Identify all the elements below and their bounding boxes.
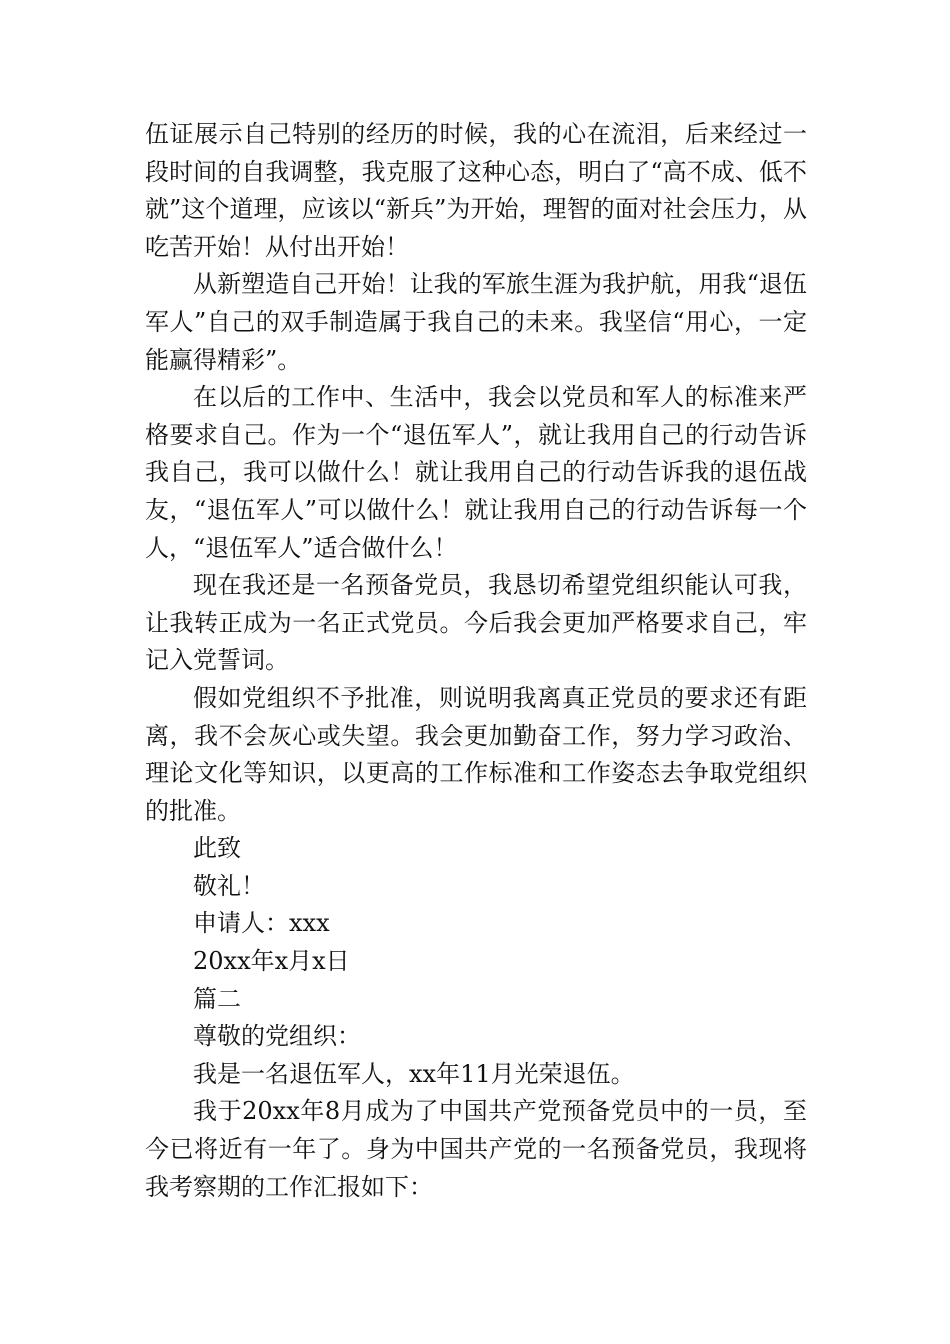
paragraph-work-report-intro: 我于20xx年8月成为了中国共产党预备党员中的一员，至今已将近有一年了。身为中国共产党的一名预备党员，我现将我考察期的工作汇报如下： <box>145 1097 807 1201</box>
paragraph-veteran-intro: 我是一名退伍军人，xx年11月光荣退伍。 <box>193 1059 635 1088</box>
closing-respect: 敬礼！ <box>193 871 265 900</box>
section-heading-part-two: 篇二 <box>193 984 241 1013</box>
document-body <box>145 116 807 1206</box>
paragraph-future-standards: 在以后的工作中、生活中，我会以党员和军人的标准来严格要求自己。作为一个“退伍军人”，就让我用自己的行动告诉我自己，我可以做什么！就让我用自己的行动告诉我的退伍战友，“退伍军人”可以做什么！就让我用自己的行动告诉每一个人，“退伍军人”适合做什么！ <box>145 383 807 562</box>
paragraph-if-not-approved: 假如党组织不予批准，则说明我离真正党员的要求还有距离，我不会灰心或失望。我会更加勤奋工作，努力学习政治、理论文化等知识，以更高的工作标准和工作姿态去争取党组织的批准。 <box>145 683 807 825</box>
letter-greeting: 尊敬的党组织： <box>193 1022 361 1051</box>
applicant-signature: 申请人：xxx <box>193 909 330 938</box>
document-date: 20xx年x月x日 <box>193 947 350 976</box>
paragraph-probationary-request: 现在我还是一名预备党员，我恳切希望党组织能认可我，让我转正成为一名正式党员。今后我会更加严格要求自己，牢记入党誓词。 <box>145 571 807 675</box>
paragraph-self-reshape: 从新塑造自己开始！让我的军旅生涯为我护航，用我“退伍军人”自己的双手制造属于我自己的未来。我坚信“用心，一定能赢得精彩”。 <box>145 270 807 374</box>
paragraph-continuation: 伍证展示自己特别的经历的时候，我的心在流泪，后来经过一段时间的自我调整，我克服了这种心态，明白了“高不成、低不就”这个道理，应该以“新兵”为开始，理智的面对社会压力，从吃苦开始！从付出开始！ <box>145 120 807 261</box>
closing-salutation: 此致 <box>193 834 241 863</box>
